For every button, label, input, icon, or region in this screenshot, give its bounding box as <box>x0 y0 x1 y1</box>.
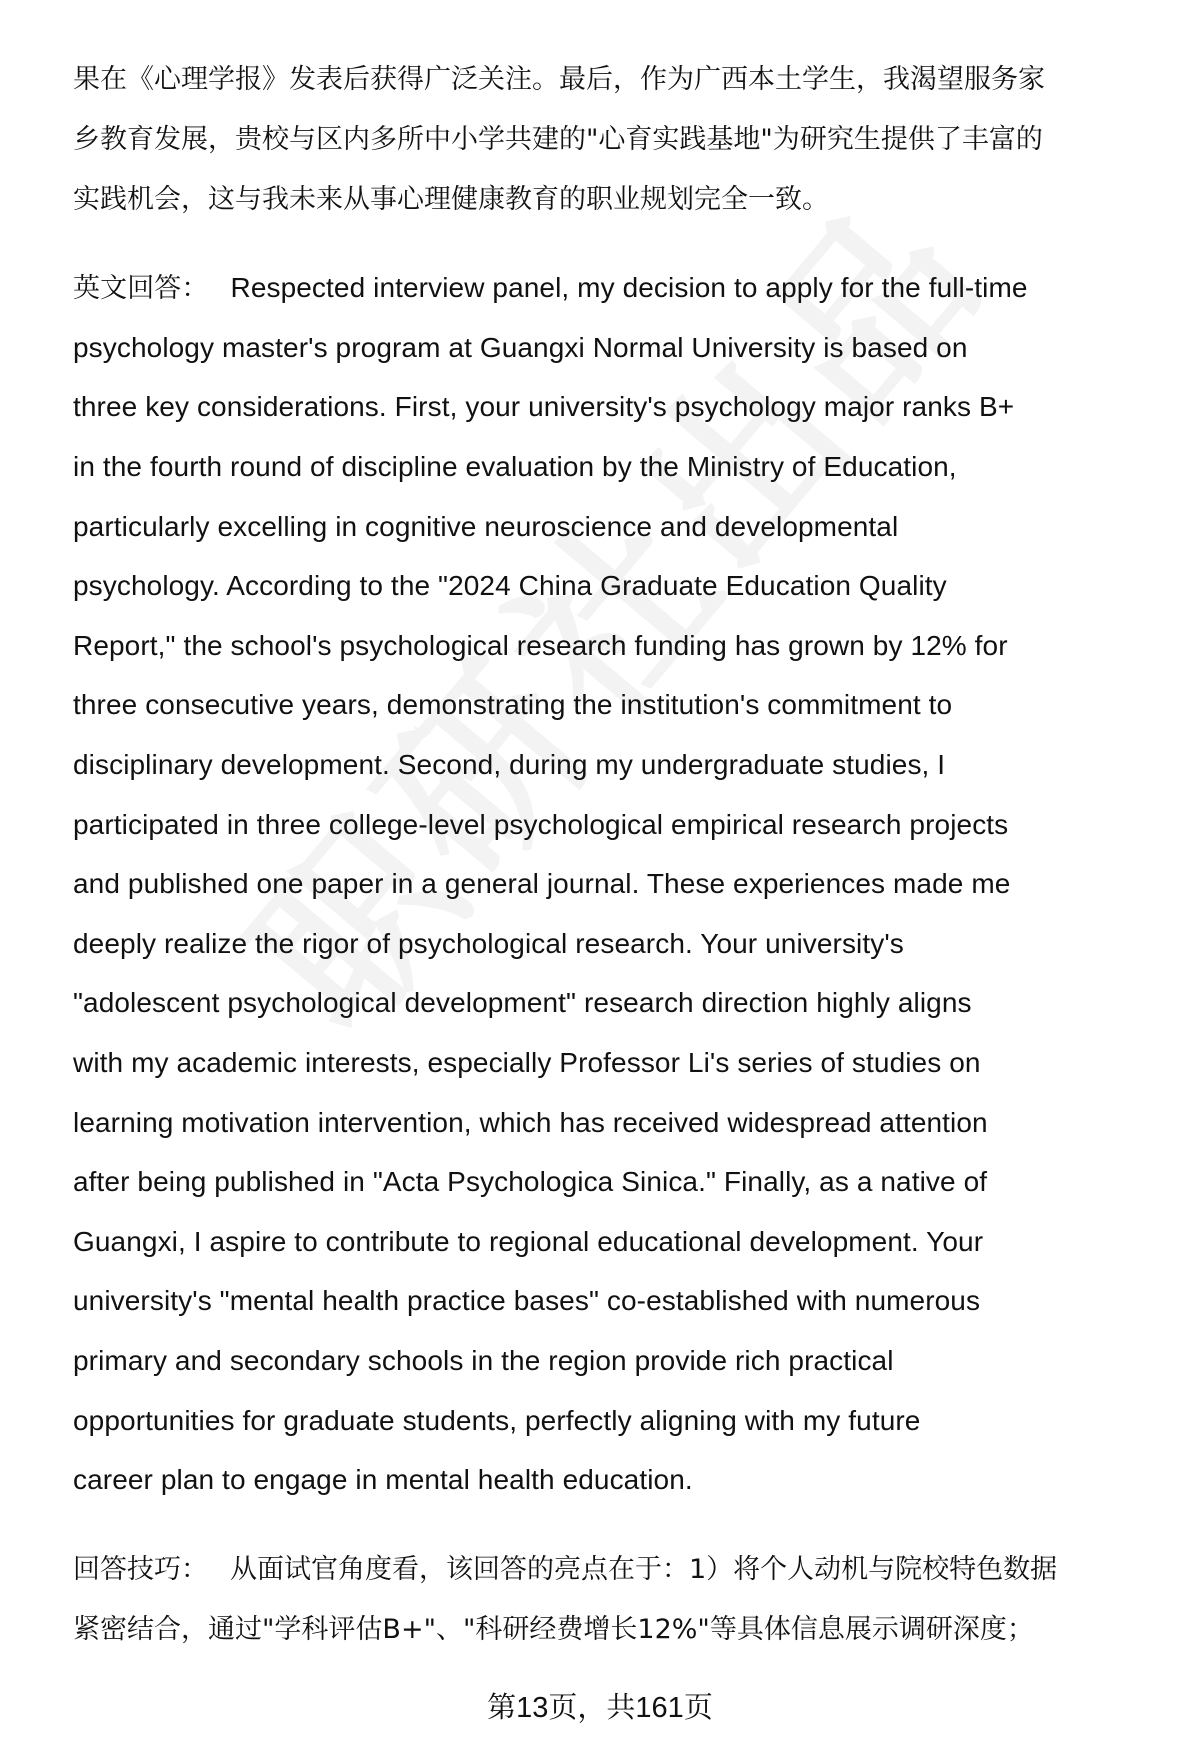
english-answer-line: university's "mental health practice bases" co-established with numerous <box>73 1285 981 1316</box>
answer-tips-first-line <box>73 1540 1057 1600</box>
english-answer-line: deeply realize the rigor of psychological research. Your university's <box>73 928 904 959</box>
english-answer-line: three consecutive years, demonstrating the institution's commitment to <box>73 689 953 720</box>
answer-tips-line: 紧密结合，通过"学科评估B+"、"科研经费增长12%"等具体信息展示调研深度； <box>73 1614 1034 1645</box>
english-answer-label: 英文回答： <box>73 273 209 304</box>
english-answer-first-line <box>73 258 1028 318</box>
cn-paragraph-line: 乡教育发展，贵校与区内多所中小学共建的"心育实践基地"为研究生提供了丰富的 <box>73 124 1043 155</box>
english-answer-line: opportunities for graduate students, perfectly aligning with my future <box>73 1405 921 1436</box>
english-answer-line: particularly excelling in cognitive neuroscience and developmental <box>73 511 899 542</box>
english-answer-line: after being published in "Acta Psychologica Sinica." Finally, as a native of <box>73 1166 988 1197</box>
english-answer-line: and published one paper in a general journal. These experiences made me <box>73 868 1011 899</box>
english-answer-line: disciplinary development. Second, during my undergraduate studies, I <box>73 749 946 780</box>
english-answer-line: primary and secondary schools in the region provide rich practical <box>73 1345 894 1376</box>
cn-paragraph-line: 实践机会，这与我未来从事心理健康教育的职业规划完全一致。 <box>73 184 829 215</box>
english-answer-line: participated in three college-level psychological empirical research projects <box>73 809 1009 840</box>
english-answer-line: psychology master's program at Guangxi Normal University is based on <box>73 332 968 363</box>
english-answer-line: psychology. According to the "2024 China Graduate Education Quality <box>73 570 947 601</box>
english-answer-line: with my academic interests, especially Professor Li's series of studies on <box>73 1047 981 1078</box>
english-answer-line: Guangxi, I aspire to contribute to regional educational development. Your <box>73 1226 984 1257</box>
english-answer-line: learning motivation intervention, which has received widespread attention <box>73 1107 988 1138</box>
page-indicator: 第13页，共161页 <box>487 1692 713 1724</box>
english-answer-line: career plan to engage in mental health education. <box>73 1464 693 1495</box>
english-answer-line: "adolescent psychological development" research direction highly aligns <box>73 987 972 1018</box>
answer-tips-text: 从面试官角度看，该回答的亮点在于：1）将个人动机与院校特色数据 <box>230 1554 1058 1585</box>
english-answer-line: three key considerations. First, your university's psychology major ranks B+ <box>73 391 1015 422</box>
english-answer-line: Report," the school's psychological research funding has grown by 12% for <box>73 630 1008 661</box>
answer-tips-label: 回答技巧： <box>73 1554 208 1585</box>
english-answer-line: in the fourth round of discipline evaluation by the Ministry of Education, <box>73 451 957 482</box>
english-answer-text: Respected interview panel, my decision to apply for the full-time <box>230 272 1028 303</box>
cn-paragraph-line: 果在《心理学报》发表后获得广泛关注。最后，作为广西本土学生，我渴望服务家 <box>73 64 1045 95</box>
